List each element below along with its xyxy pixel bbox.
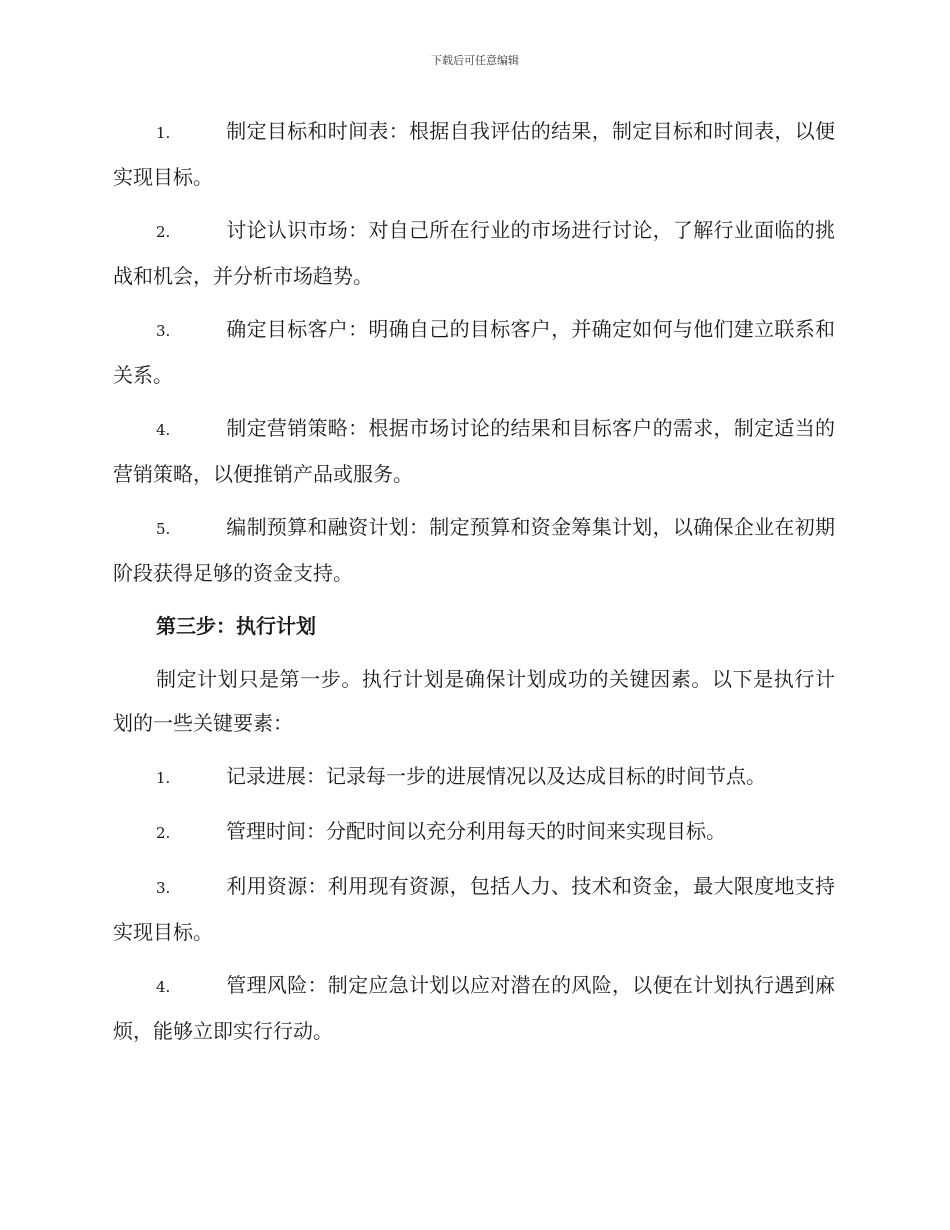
list-item-number: 2.	[156, 824, 171, 842]
section-intro-paragraph: 制定计划只是第一步。执行计划是确保计划成功的关键因素。以下是执行计划的一些关键要素：	[113, 667, 835, 735]
list-item	[113, 208, 835, 298]
list-item-number: 2.	[156, 223, 171, 241]
page-header: 下载后可任意编辑	[431, 54, 519, 67]
list-item-text: 编制预算和融资计划：制定预算和资金筹集计划，以确保企业在初期阶段获得足够的资金支持。	[113, 515, 835, 585]
list-item-text: 确定目标客户：明确自己的目标客户，并确定如何与他们建立联系和关系。	[113, 317, 835, 387]
list-item-text: 管理时间：分配时间以充分利用每天的时间来实现目标。	[226, 819, 726, 843]
list-item-text: 制定营销策略：根据市场讨论的结果和目标客户的需求，制定适当的营销策略，以便推销产品或服务。	[113, 416, 835, 486]
list-item-number: 3.	[156, 879, 171, 897]
list-item-text: 制定目标和时间表：根据自我评估的结果，制定目标和时间表，以便实现目标。	[113, 119, 835, 189]
list-item-text: 管理风险：制定应急计划以应对潜在的风险，以便在计划执行遇到麻烦，能够立即实行行动。	[113, 973, 835, 1043]
list-item	[113, 406, 835, 496]
list-item-text: 讨论认识市场：对自己所在行业的市场进行讨论，了解行业面临的挑战和机会，并分析市场趋势。	[113, 218, 835, 288]
list-item-text: 记录进展：记录每一步的进展情况以及达成目标的时间节点。	[226, 764, 766, 788]
list-item-number: 5.	[156, 520, 171, 538]
list-item-number: 4.	[156, 421, 171, 439]
list-item-number: 4.	[156, 978, 171, 996]
document-body	[113, 109, 835, 1062]
list-item	[113, 963, 835, 1053]
list-item	[113, 864, 835, 954]
list-item	[113, 505, 835, 595]
list-item	[113, 754, 835, 800]
list-item-number: 1.	[156, 769, 171, 787]
section-heading: 第三步：执行计划	[156, 614, 316, 638]
list-item-text: 利用资源：利用现有资源，包括人力、技术和资金，最大限度地支持实现目标。	[113, 874, 835, 944]
list-item-number: 3.	[156, 322, 171, 340]
list-item	[113, 109, 835, 199]
list-item-number: 1.	[156, 124, 171, 142]
list-item	[113, 809, 835, 855]
list-item	[113, 307, 835, 397]
